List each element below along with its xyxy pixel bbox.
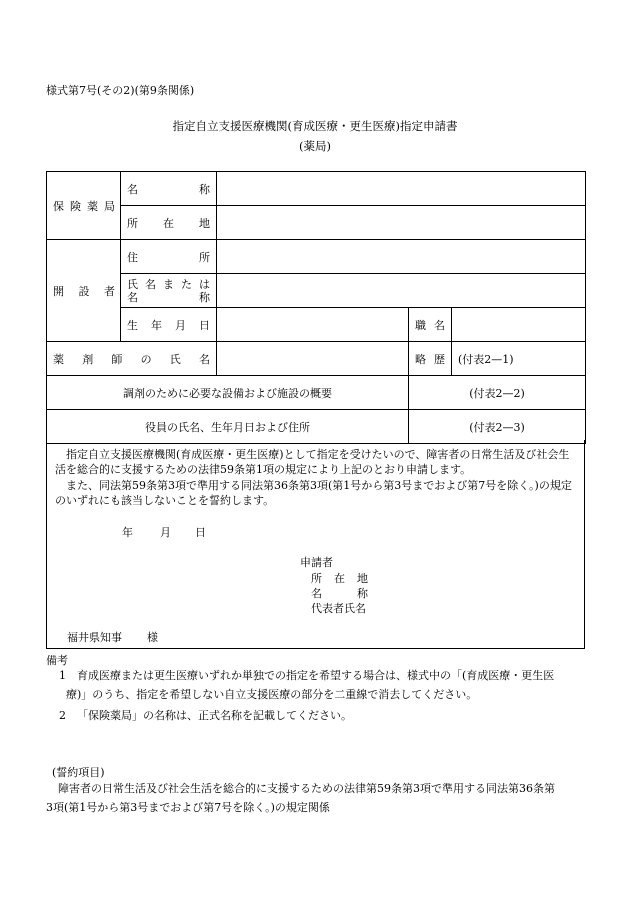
pharmacy-address-label (121, 206, 217, 240)
career-label-text: 略 歴 (415, 352, 445, 366)
declaration-paragraph-2: また、同法第59条第3項で準用する同法第36条第3項(第1号から第3号までおよび第7号を除く。)の規定のいずれにも該当しないことを誓約します。 (55, 479, 572, 507)
applicant-label: 申請者 (300, 556, 333, 569)
career-ref: (付表2—1) (452, 342, 586, 376)
pledge-line-2: 3項(第1号から第3号までおよび第7号を除く。)の規定関係 (46, 801, 330, 814)
pharmacist-name-field[interactable] (217, 342, 409, 376)
date-day: 日 (195, 526, 206, 539)
document-title: 指定自立支援医療機関(育成医療・更生医療)指定申請書 (172, 119, 458, 133)
form-number: 様式第7号(その2)(第9条関係) (46, 84, 195, 97)
pharmacist-name-label-text: 薬 剤 師 の 氏 名 (53, 352, 210, 366)
addressee: 福井県知事 (67, 631, 122, 644)
pharmacy-name-label-text: 名 称 (127, 182, 210, 196)
founder-birthdate-field[interactable] (217, 308, 409, 342)
founder-address-field[interactable] (217, 240, 586, 274)
note-1-number: 1 (59, 669, 66, 682)
note-1-line-2: 療)」のうち、指定を希望しない自立支援医療の部分を二重線で消去してください。 (66, 688, 478, 701)
applicant-name-text: 名 称 (311, 587, 368, 600)
officers-ref: (付表2—3) (409, 410, 586, 444)
founder-group-text: 開 設 者 (53, 284, 115, 298)
job-title-label-text: 職 名 (415, 318, 445, 332)
note-2: 「保険薬局」の名称は、正式名称を記載してください。 (77, 709, 352, 722)
declaration-box (46, 440, 585, 649)
note-2-number: 2 (59, 709, 66, 722)
job-title-label (409, 308, 452, 342)
pharmacy-address-label-text: 所 在 地 (127, 216, 210, 230)
applicant-address-label (311, 570, 368, 586)
representative-label: 代表者氏名 (311, 602, 366, 615)
date-year: 年 (122, 526, 133, 539)
officers-label: 役員の氏名、生年月日および住所 (47, 410, 409, 444)
founder-name-label-line2: 名 称 (127, 290, 210, 304)
notes-heading: 備考 (46, 654, 68, 667)
date-month: 月 (160, 526, 171, 539)
note-1-line-1: 育成医療または更生医療いずれか単独での指定を希望する場合は、様式中の「(育成医療・更生医 (77, 669, 555, 682)
document-subtitle: (薬局) (299, 139, 331, 153)
application-table (46, 171, 586, 444)
founder-name-label-line1: 氏 名 ま た は (127, 277, 210, 291)
founder-birthdate-label-text: 生 年 月 日 (127, 318, 210, 332)
applicant-name-label (311, 585, 368, 601)
pharmacist-name-label (47, 342, 217, 376)
founder-birthdate-label (121, 308, 217, 342)
founder-address-label-text: 住 所 (127, 250, 210, 264)
pharmacy-name-field[interactable] (217, 172, 586, 206)
job-title-field[interactable] (452, 308, 586, 342)
pledge-heading: (誓約項目) (52, 766, 105, 779)
pledge-line-1: 障害者の日常生活及び社会生活を総合的に支援するための法律第59条第3項で準用する同法第36条第 (58, 782, 555, 795)
founder-name-label (121, 274, 217, 308)
facility-label: 調剤のために必要な設備および施設の概要 (47, 376, 409, 410)
facility-ref: (付表2—2) (409, 376, 586, 410)
founder-group-label (47, 240, 121, 342)
declaration-paragraph-1: 指定自立支援医療機関(育成医療・更生医療)として指定を受けたいので、障害者の日常生活及び社会生活を総合的に支援するための法律59条第1項の規定により上記のとおり申請します。 (55, 448, 570, 476)
applicant-address-text: 所 在 地 (311, 572, 368, 585)
pharmacy-group-label (47, 172, 121, 240)
pharmacy-name-label (121, 172, 217, 206)
pharmacy-address-field[interactable] (217, 206, 586, 240)
founder-name-field[interactable] (217, 274, 586, 308)
career-label (409, 342, 452, 376)
founder-address-label (121, 240, 217, 274)
honorific: 様 (147, 631, 158, 644)
pharmacy-group-text: 保 険 薬 局 (53, 199, 115, 213)
